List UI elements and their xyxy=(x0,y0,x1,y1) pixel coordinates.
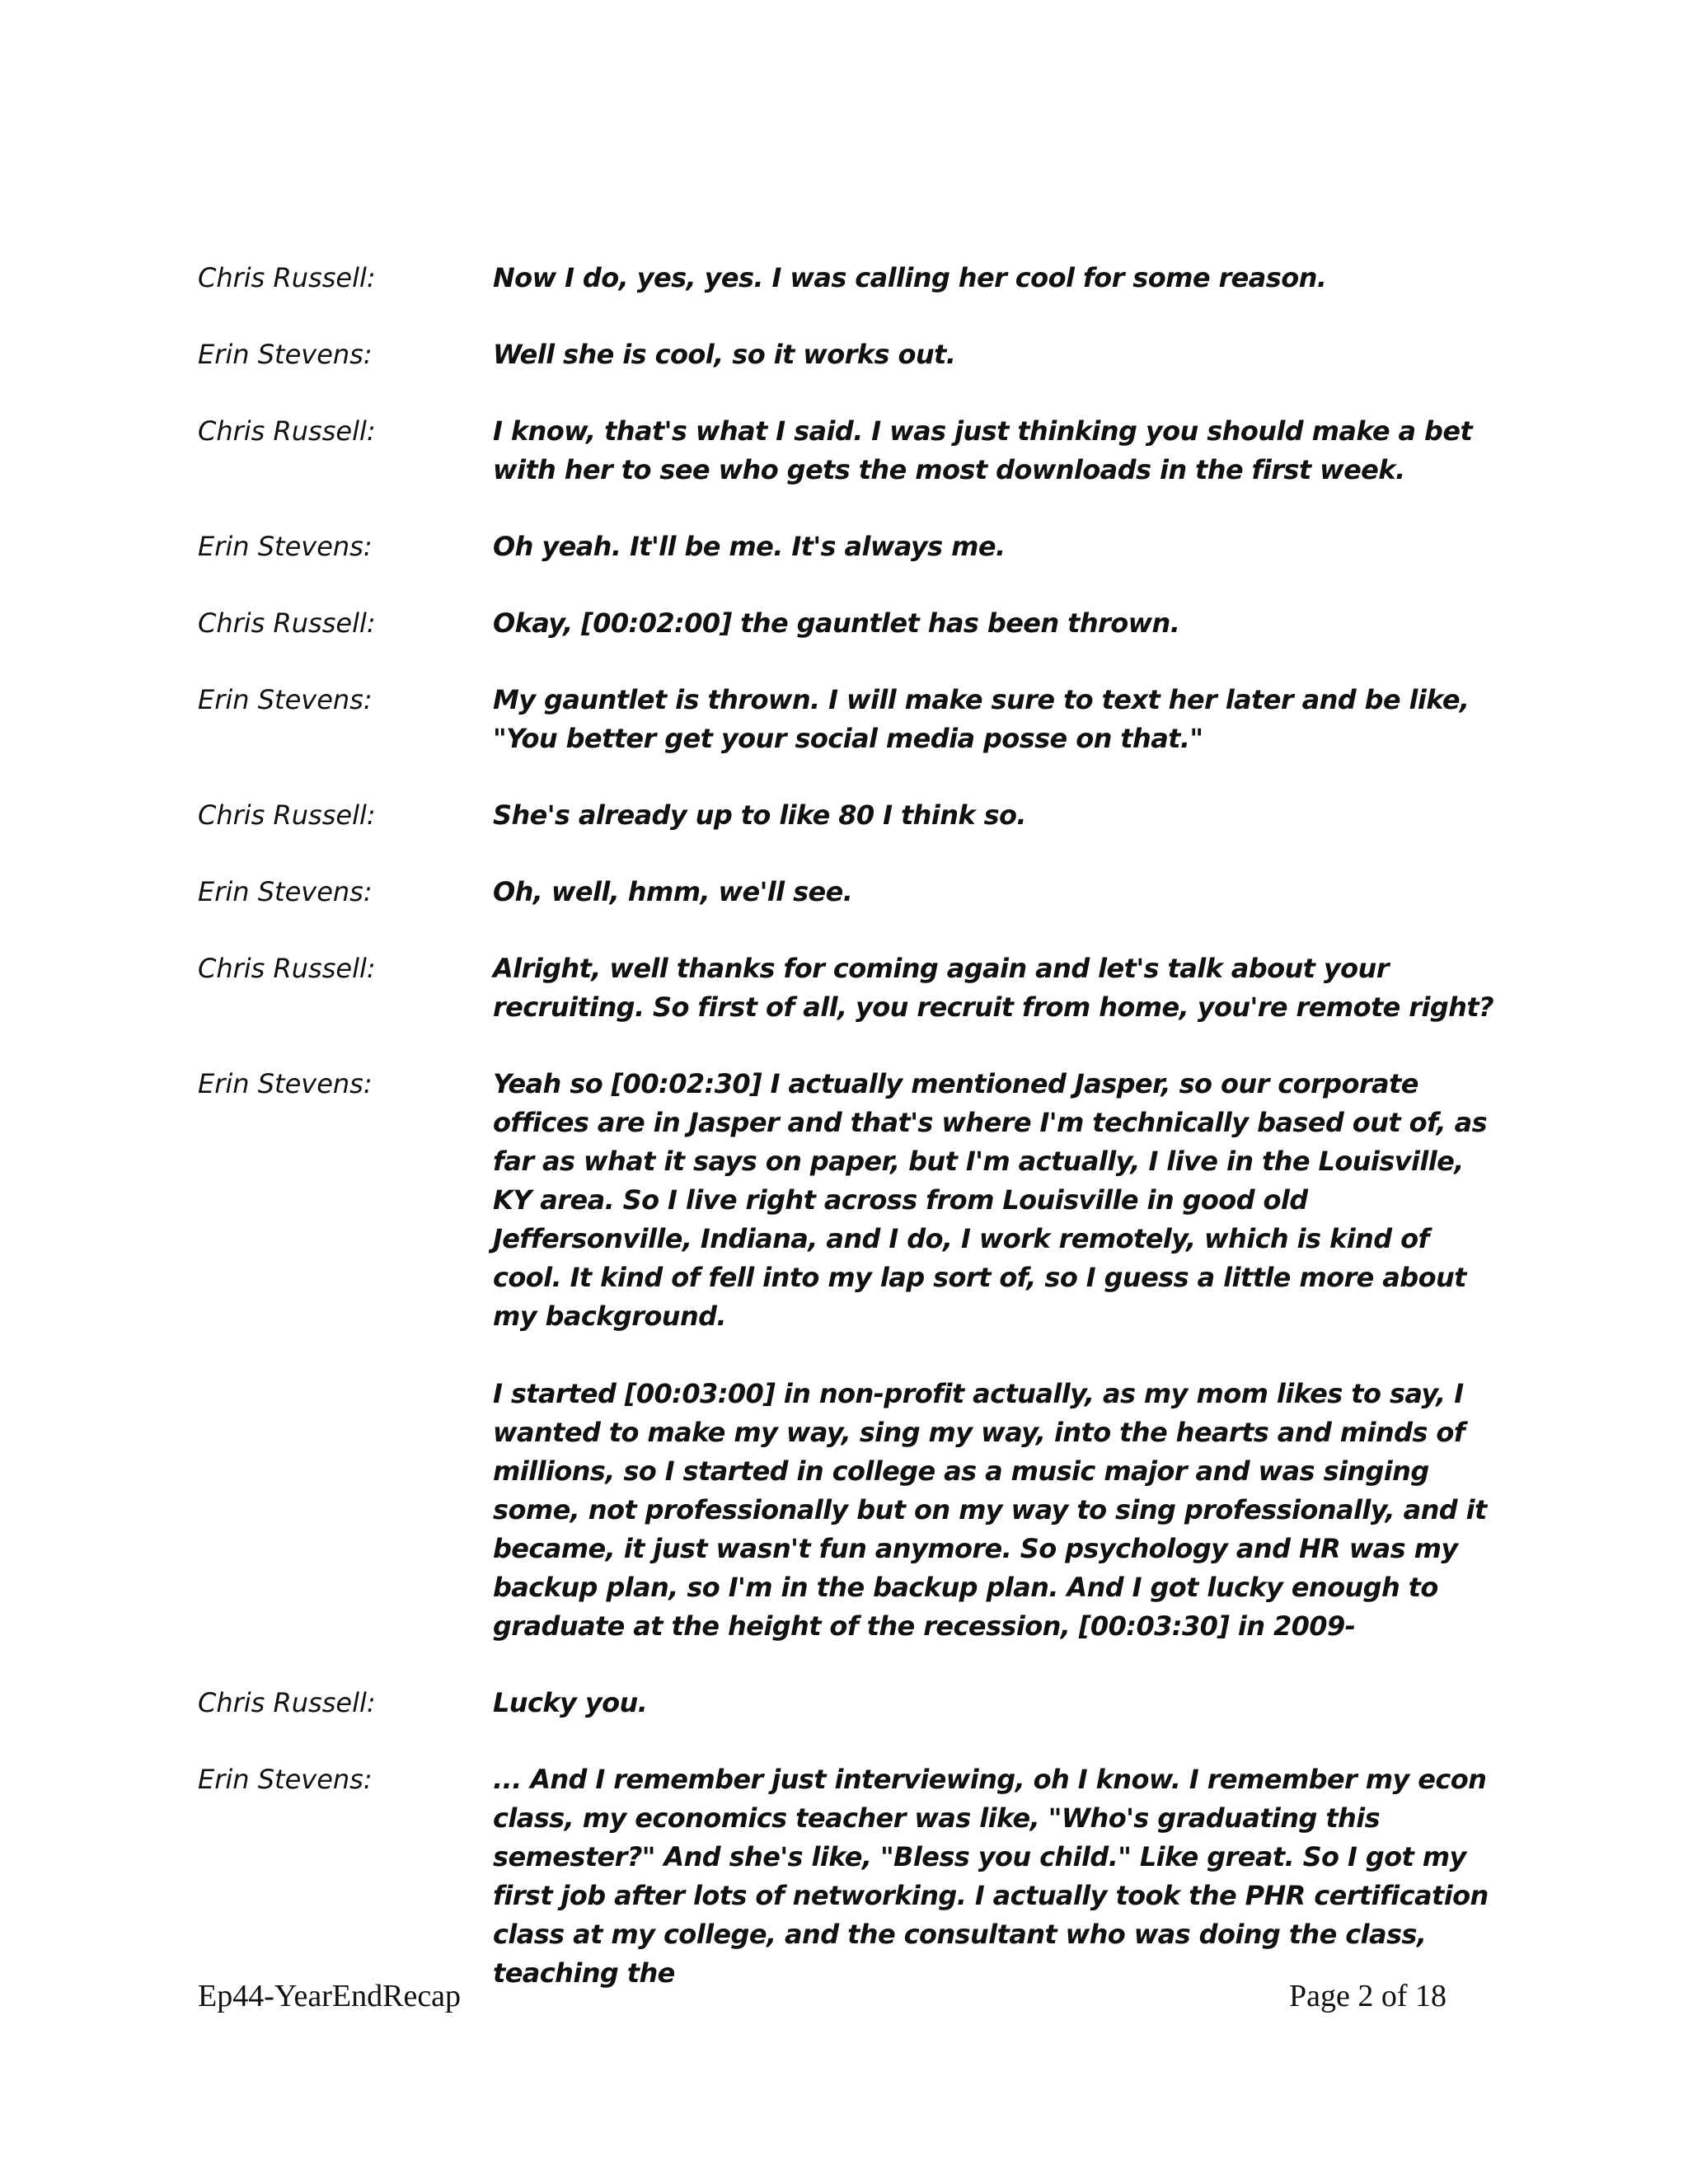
transcript-entry xyxy=(198,949,1500,1027)
speech-paragraph: Okay, [00:02:00] the gauntlet has been thrown. xyxy=(493,607,1180,639)
speech-paragraph: I know, that's what I said. I was just thinking you should make a bet with her to see who gets the most downloads in the first week. xyxy=(493,415,1473,485)
speech-text xyxy=(493,335,1498,374)
speech-text xyxy=(493,527,1498,566)
speech-paragraph: Well she is cool, so it works out. xyxy=(493,339,956,370)
speech-paragraph: Oh yeah. It'll be me. It's always me. xyxy=(493,531,1006,562)
speech-text xyxy=(493,1760,1498,1993)
speech-paragraph: Oh, well, hmm, we'll see. xyxy=(493,876,853,907)
transcript-entry xyxy=(198,527,1500,566)
transcript-entry xyxy=(198,1760,1500,1993)
speaker-name: Chris Russell: xyxy=(198,953,376,984)
speech-text xyxy=(493,1065,1498,1646)
speech-text xyxy=(493,949,1498,1027)
speech-text xyxy=(493,1684,1498,1722)
speaker-name: Erin Stevens: xyxy=(198,339,373,370)
speaker-name: Erin Stevens: xyxy=(198,876,373,907)
transcript-entry xyxy=(198,681,1500,758)
speech-paragraph: Alright, well thanks for coming again and let's talk about your recruiting. So first of all, you recruit from home, you're remote right? xyxy=(493,953,1494,1023)
footer-page-number: Page 2 of 18 xyxy=(1288,1979,1447,2013)
transcript-entry xyxy=(198,796,1500,835)
transcript-entry xyxy=(198,259,1500,298)
speech-paragraph: ... And I remember just interviewing, oh I know. I remember my econ class, my economics teacher was like, "Who's graduating this semester?" And she's like, "Bless you child." Like great. So I got my first job after lots of networking. I actually took the PHR certification class at my college, and the consultant who was doing the class, teaching the xyxy=(493,1764,1489,1989)
speech-paragraph: She's already up to like 80 I think so. xyxy=(493,799,1026,831)
speech-text xyxy=(493,681,1498,758)
transcript-entry xyxy=(198,1065,1500,1646)
speech-paragraph: Lucky you. xyxy=(493,1687,648,1718)
speaker-name: Erin Stevens: xyxy=(198,684,373,715)
speaker-name: Chris Russell: xyxy=(198,262,376,293)
transcript-entry xyxy=(198,604,1500,643)
speech-text xyxy=(493,412,1498,490)
speech-text xyxy=(493,873,1498,912)
page-footer xyxy=(198,1978,1447,2014)
transcript-entry xyxy=(198,873,1500,912)
speaker-name: Chris Russell: xyxy=(198,415,376,447)
transcript-entry xyxy=(198,1684,1500,1722)
speech-paragraph: Now I do, yes, yes. I was calling her cool for some reason. xyxy=(493,262,1327,293)
speaker-name: Erin Stevens: xyxy=(198,531,373,562)
speech-paragraph: My gauntlet is thrown. I will make sure to text her later and be like, "You better get your social media posse on that." xyxy=(493,684,1470,754)
transcript-entry xyxy=(198,412,1500,490)
speaker-name: Chris Russell: xyxy=(198,607,376,639)
footer-document-name: Ep44-YearEndRecap xyxy=(198,1979,462,2013)
speech-text xyxy=(493,259,1498,298)
transcript-body xyxy=(198,259,1500,2031)
speaker-name: Chris Russell: xyxy=(198,1687,376,1718)
speaker-name: Erin Stevens: xyxy=(198,1764,373,1795)
speech-text xyxy=(493,796,1498,835)
speaker-name: Erin Stevens: xyxy=(198,1068,373,1099)
speech-paragraph: I started [00:03:00] in non-profit actually, as my mom likes to say, I wanted to make my way, sing my way, into the hearts and minds of millions, so I started in college as a music major and was singing some, not professionally but on my way to sing professionally, and it became, it just wasn't fun anymore. So psychology and HR was my backup plan, so I'm in the backup plan. And I got lucky enough to graduate at the height of the recession, [00:03:30] in 2009- xyxy=(493,1378,1487,1642)
speaker-name: Chris Russell: xyxy=(198,799,376,831)
speech-text xyxy=(493,604,1498,643)
speech-paragraph: Yeah so [00:02:30] I actually mentioned Jasper, so our corporate offices are in Jasper and that's where I'm technically based out of, as far as what it says on paper, but I'm actually, I live in the Louisville, KY area. So I live right across from Louisville in good old Jeffersonville, Indiana, and I do, I work remotely, which is kind of cool. It kind of fell into my lap sort of, so I guess a little more about my background. xyxy=(493,1068,1488,1332)
transcript-entry xyxy=(198,335,1500,374)
